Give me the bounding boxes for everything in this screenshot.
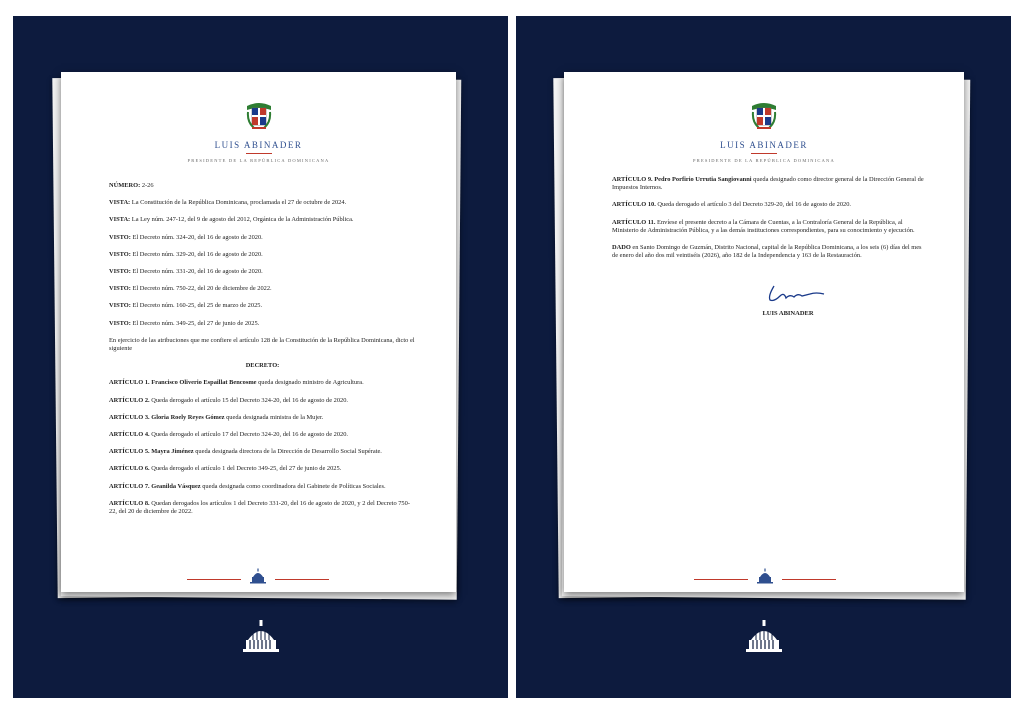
coat-of-arms-icon xyxy=(749,98,779,132)
page-footer xyxy=(564,568,964,584)
coat-of-arms-icon xyxy=(244,98,274,132)
header-name: LUIS ABINADER xyxy=(720,140,808,150)
decreto-heading: DECRETO: xyxy=(245,362,280,370)
decree-page-2 xyxy=(564,72,964,592)
articulo: ARTÍCULO 4. Queda derogado el artículo 17 del Decreto 324-20, del 16 de agosto de 2020. xyxy=(109,431,349,439)
articulo: ARTÍCULO 10. Queda derogado el artículo 3 del Decreto 329-20, del 16 de agosto de 2020. xyxy=(612,201,852,209)
numero-line: NÚMERO: 2-26 xyxy=(109,182,154,189)
header-subtitle: PRESIDENTE DE LA REPÚBLICA DOMINICANA xyxy=(693,158,835,163)
visto-line: VISTO: El Decreto núm. 349-25, del 27 de junio de 2025. xyxy=(109,319,260,327)
visto-line: VISTO: El Decreto núm. 750-22, del 20 de diciembre de 2022. xyxy=(109,285,272,293)
visto-line: VISTO: El Decreto núm. 160-25, del 25 de marzo de 2025. xyxy=(109,302,263,310)
header-subtitle: PRESIDENTE DE LA REPÚBLICA DOMINICANA xyxy=(187,158,330,163)
articulo: ARTÍCULO 2. Queda derogado el artículo 15 del Decreto 324-20, del 16 de agosto de 2020. xyxy=(109,396,349,404)
articulo: ARTÍCULO 6. Queda derogado el artículo 1 del Decreto 349-25, del 27 de junio de 2025. xyxy=(109,465,342,473)
palace-dome-icon xyxy=(756,568,774,584)
articulo: ARTÍCULO 9. Pedro Porfirio Urrutia Sangiovanni queda designado como director general de la Dirección General de Impuestos Internos. xyxy=(612,176,924,192)
articulo: ARTÍCULO 8. Quedan derogados los artículos 1 del Decreto 331-20, del 16 de agosto de 2020, y 2 del Decreto 750-22, del 20 de diciembre de 2022. xyxy=(109,499,410,516)
visto-line: VISTO: El Decreto núm. 331-20, del 16 de agosto de 2020. xyxy=(109,268,263,276)
dado-paragraph: DADO en Santo Domingo de Guzmán, Distrito Nacional, capital de la República Dominicana, a los seis (6) días del mes de enero del año dos mil veintiséis (2026), año 182 de la Independencia y 163 de la Restauración. xyxy=(612,244,922,260)
page-footer xyxy=(61,568,456,584)
visto-line: VISTO: El Decreto núm. 329-20, del 16 de agosto de 2020. xyxy=(109,250,263,258)
decree-page-1 xyxy=(61,72,456,592)
palace-dome-icon xyxy=(249,568,267,584)
visto-line: VISTO: El Decreto núm. 324-20, del 16 de agosto de 2020. xyxy=(109,233,263,241)
articulo: ARTÍCULO 1. Francisco Oliverio Espaillat Bencosme queda designado ministro de Agricultura. xyxy=(109,379,364,387)
header-divider xyxy=(751,153,777,154)
articulo: ARTÍCULO 5. Mayra Jiménez queda designada directora de la Dirección de Desarrollo Social Supérate. xyxy=(109,448,382,456)
ejercicio-paragraph: En ejercicio de las atribuciones que me confiere el artículo 128 de la Constitución de la República Dominicana, dicto el siguiente xyxy=(109,336,415,353)
signature-mark xyxy=(764,282,834,306)
palace-dome-icon xyxy=(241,620,281,656)
right-panel xyxy=(516,16,1011,698)
page-1-body xyxy=(109,182,416,525)
header-name: LUIS ABINADER xyxy=(214,140,303,150)
vista-line: VISTA: La Constitución de la República Dominicana, proclamada el 27 de octubre de 2024. xyxy=(109,199,347,207)
page-2-body xyxy=(612,176,926,269)
articulo: ARTÍCULO 3. Gloria Roely Reyes Gómez queda designada ministra de la Mujer. xyxy=(109,413,324,421)
vista-line: VISTA: La Ley núm. 247-12, del 9 de agosto del 2012, Orgánica de la Administración Pública. xyxy=(109,216,354,224)
left-panel xyxy=(13,16,508,698)
articulo: ARTÍCULO 11. Envíese el presente decreto a la Cámara de Cuentas, a la Contraloría General de la República, al Ministerio de Administración Pública, y a las demás instituciones correspondientes, para su conocimiento y ejecución. xyxy=(612,218,915,234)
header-divider xyxy=(246,153,272,154)
articulo: ARTÍCULO 7. Geanilda Vásquez queda designada como coordinadora del Gabinete de Políticas Sociales. xyxy=(109,482,386,490)
palace-dome-icon xyxy=(744,620,784,656)
signature-name: LUIS ABINADER xyxy=(762,310,814,317)
